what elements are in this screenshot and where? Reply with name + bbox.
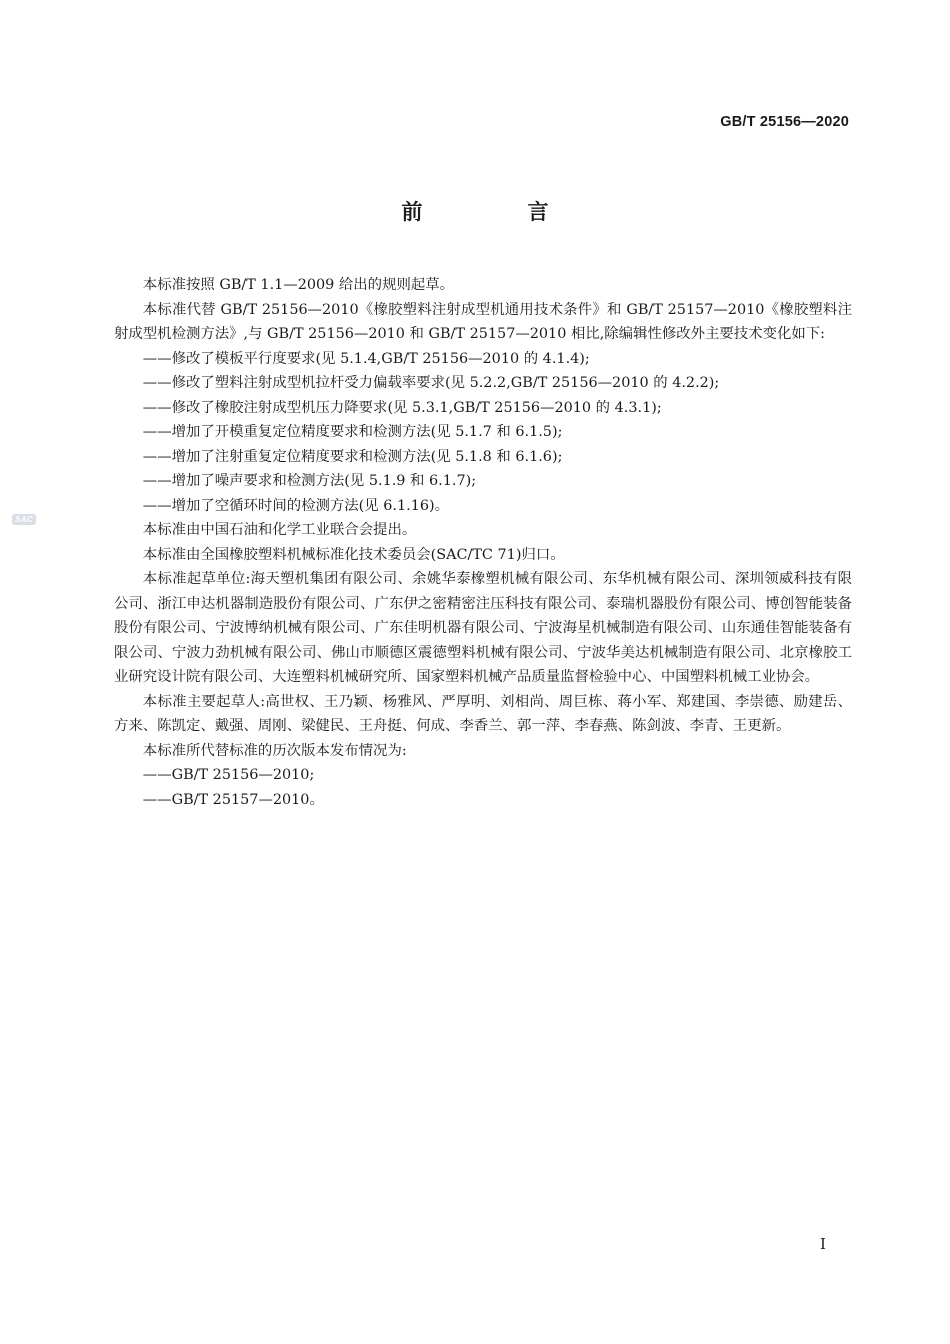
standard-number: GB/T 25156—2020 [720,114,849,130]
change-item-noise: ——增加了噪声要求和检测方法(见 5.1.9 和 6.1.7); [142,473,477,489]
foreword-body [114,273,852,812]
previous-edition-item: ——GB/T 25156—2010; [142,767,315,783]
change-item-parallelism: ——修改了模板平行度要求(见 5.1.4,GB/T 25156—2010 的 4.1.4); [142,350,590,367]
paragraph-drafting-units: 本标准起草单位:海天塑机集团有限公司、余姚华泰橡塑机械有限公司、东华机械有限公司、深圳领威科技有限公司、浙江申达机器制造股份有限公司、广东伊之密精密注压科技有限公司、泰瑞机器股份有限公司、博创智能装备股份有限公司、宁波博纳机械有限公司、广东佳明机器有限公司、宁波海星机械制造有限公司、山东通佳智能装备有限公司、宁波力劲机械有限公司、佛山市顺德区震德塑料机械有限公司、宁波华美达机械制造有限公司、北京橡胶工业研究设计院有限公司、大连塑料机械研究所、国家塑料机械产品质量监督检验中心、中国塑料机械工业协会。 [114,571,852,685]
change-item-dry-cycle: ——增加了空循环时间的检测方法(见 6.1.16)。 [142,497,450,514]
change-item-pressure-drop: ——修改了橡胶注射成型机压力降要求(见 5.3.1,GB/T 25156—2010 的 4.3.1); [142,399,662,416]
paragraph-replacement: 本标准代替 GB/T 25156—2010《橡胶塑料注射成型机通用技术条件》和 GB/T 25157—2010《橡胶塑料注射成型机检测方法》,与 GB/T 25156—2010 和 GB/T 25157—2010 相比,除编辑性修改外主要技术变化如下: [114,301,852,342]
change-item-tie-bar-load: ——修改了塑料注射成型机拉杆受力偏载率要求(见 5.2.2,GB/T 25156—2010 的 4.2.2); [142,375,720,391]
paragraph-proposed-by: 本标准由中国石油和化学工业联合会提出。 [142,522,417,538]
paragraph-administered-by: 本标准由全国橡胶塑料机械标准化技术委员会(SAC/TC 71)归口。 [142,546,565,563]
paragraph-drafters: 本标准主要起草人:高世权、王乃颖、杨雅风、严厚明、刘相尚、周巨栋、蒋小军、郑建国、李崇德、励建岳、方来、陈凯定、戴强、周刚、梁健民、王舟挺、何成、李香兰、郭一萍、李春燕、陈剑波、李青、王更新。 [114,693,852,734]
sac-watermark-logo: SAC [12,514,36,525]
page-title: 前 言 [401,200,591,224]
previous-edition-item: ——GB/T 25157—2010。 [142,791,324,808]
change-item-mold-open-positioning: ——增加了开模重复定位精度要求和检测方法(见 5.1.7 和 6.1.5); [142,424,563,440]
paragraph-previous-editions: 本标准所代替标准的历次版本发布情况为: [142,742,407,759]
change-item-injection-positioning: ——增加了注射重复定位精度要求和检测方法(见 5.1.8 和 6.1.6); [142,448,563,465]
paragraph-drafting-rules: 本标准按照 GB/T 1.1—2009 给出的规则起草。 [142,277,455,293]
page-number: I [820,1235,826,1253]
